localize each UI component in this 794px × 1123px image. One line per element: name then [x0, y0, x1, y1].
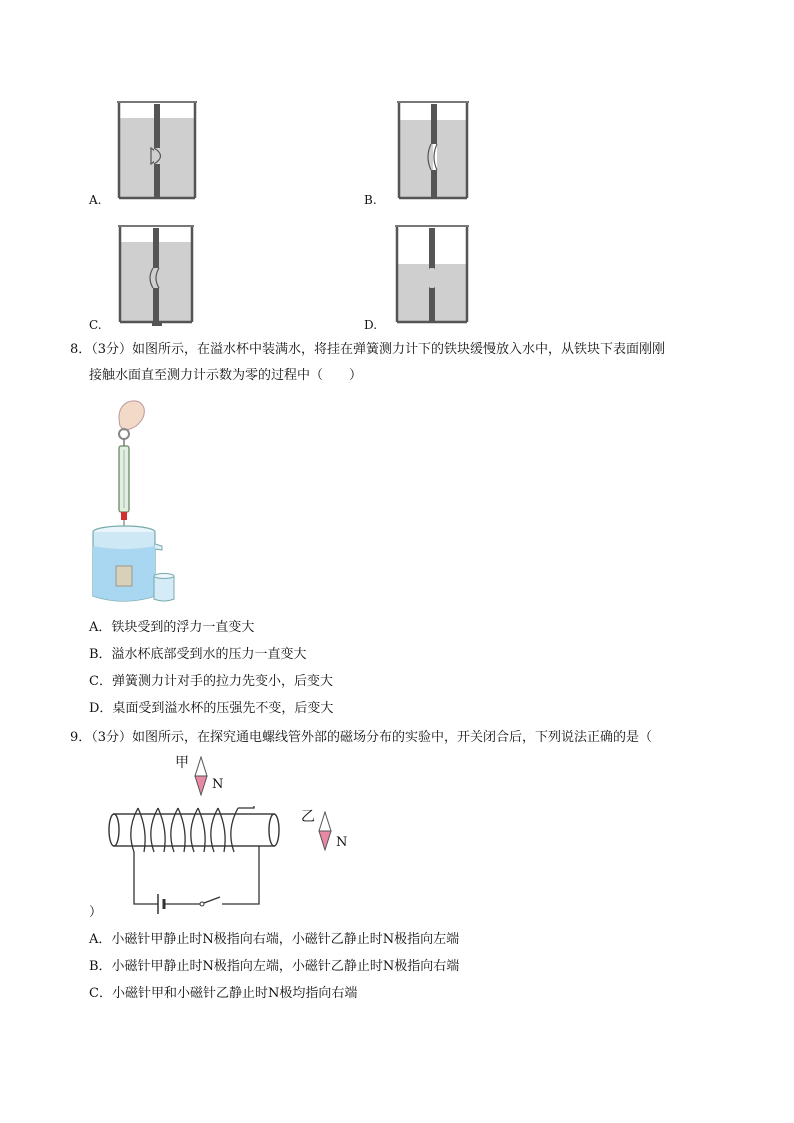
q8-stem-line2: 接触水面直至测力计示数为零的过程中（ ）	[89, 368, 363, 383]
q8-option-b: B．溢水杯底部受到水的压力一直变大	[89, 647, 307, 662]
compass-needle-yi	[317, 811, 333, 851]
q9-stem-line2: ）	[89, 905, 103, 920]
beaker-figure-b	[395, 98, 471, 202]
needle-jia-pole: N	[212, 777, 224, 792]
beaker-figure-d	[393, 222, 471, 328]
needle-yi-pole: N	[336, 835, 348, 850]
needle-jia-label: 甲	[175, 755, 189, 771]
q9-option-b: B．小磁针甲静止时N极指向左端，小磁针乙静止时N极指向右端	[89, 959, 460, 974]
needle-yi-label: 乙	[301, 809, 315, 825]
q8-option-d: D．桌面受到溢水杯的压强先不变，后变大	[89, 701, 334, 716]
q8-stem-line1: 8．（3分）如图所示，在溢水杯中装满水，将挂在弹簧测力计下的铁块缓慢放入水中，从铁块下表面刚刚	[70, 342, 666, 357]
option-b-label: B.	[364, 193, 377, 207]
q8-option-c: C．弹簧测力计对手的拉力先变小，后变大	[89, 674, 333, 689]
compass-needle-jia	[193, 756, 209, 796]
option-c-label: C.	[89, 318, 102, 332]
hand-icon	[119, 401, 144, 430]
solenoid-circuit-figure	[104, 800, 284, 916]
q9-stem-line1: 9．（3分）如图所示，在探究通电螺线管外部的磁场分布的实验中，开关闭合后，下列说法正确的是（	[70, 730, 653, 745]
iron-block	[116, 566, 132, 586]
q9-option-a: A．小磁针甲静止时N极指向右端，小磁针乙静止时N极指向左端	[89, 932, 460, 947]
option-d-label: D.	[364, 318, 378, 332]
overflow-cup-figure	[88, 396, 188, 608]
beaker-figure-c	[116, 222, 196, 328]
q9-option-c: C．小磁针甲和小磁针乙静止时N极均指向右端	[89, 986, 358, 1001]
beaker-figure-a	[115, 98, 199, 202]
q8-option-a: A．铁块受到的浮力一直变大	[89, 620, 255, 635]
option-a-label: A.	[89, 193, 102, 207]
